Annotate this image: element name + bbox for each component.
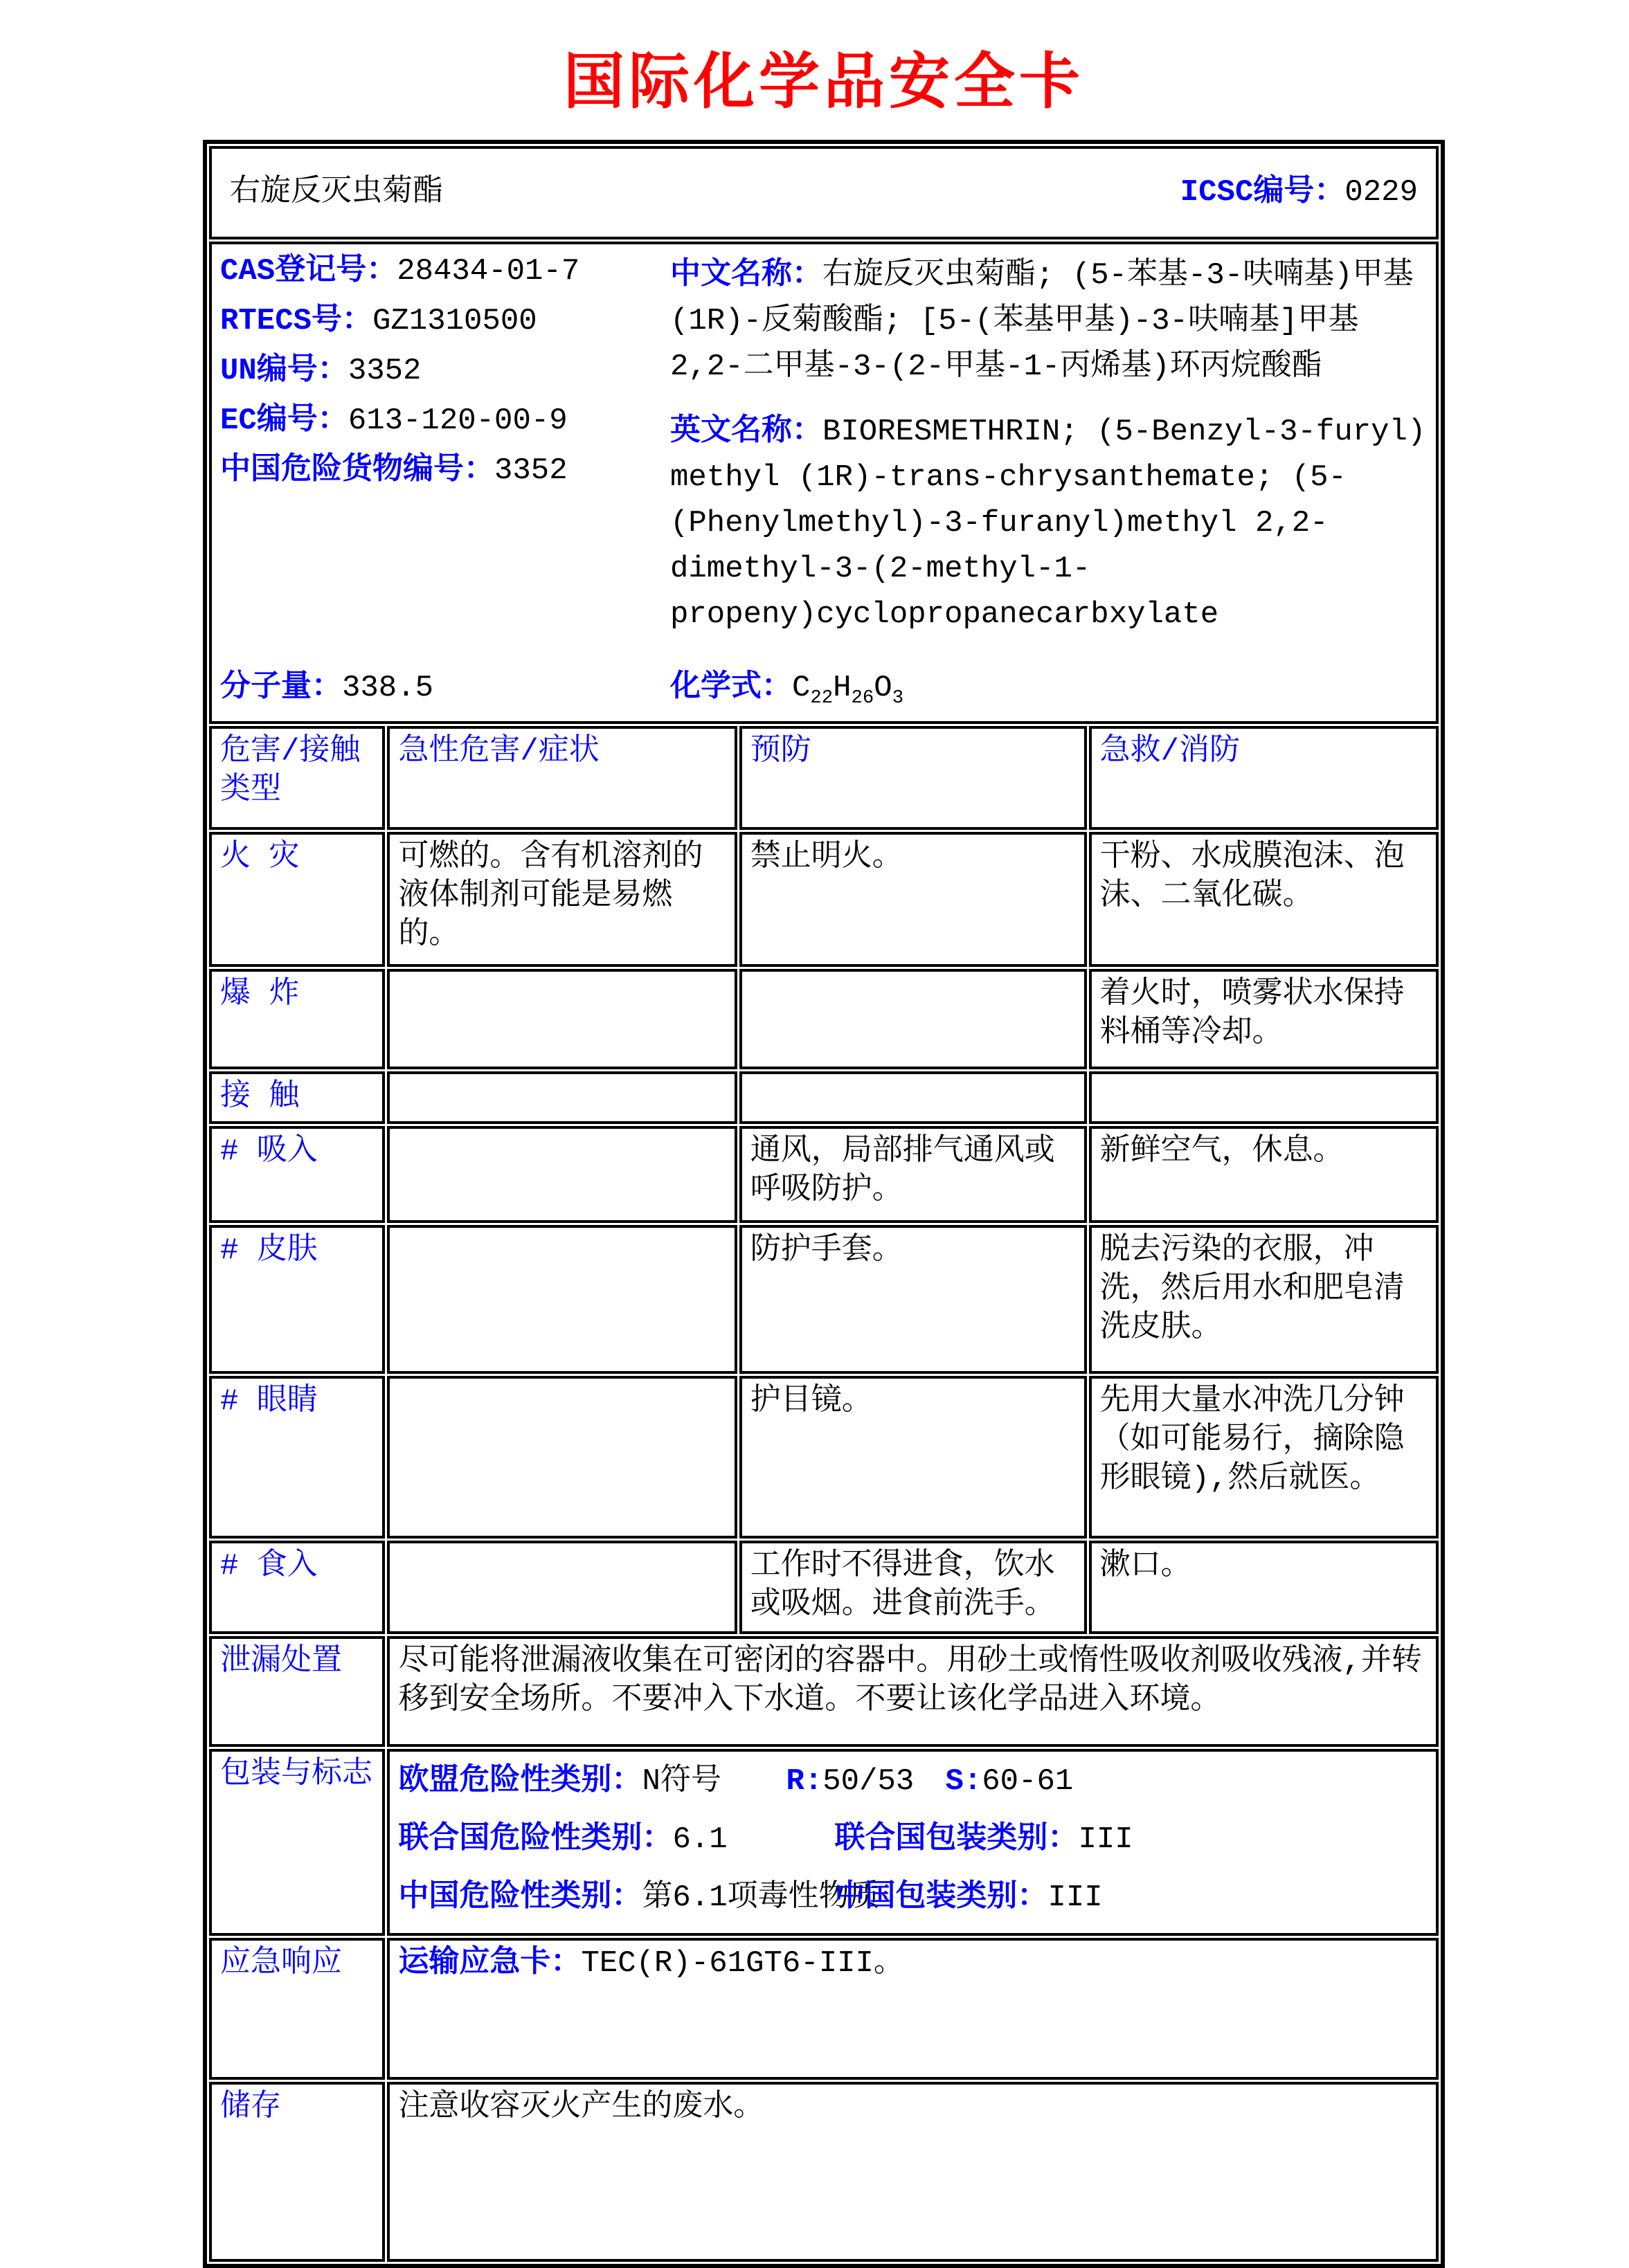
spill-disposal-label: 泄漏处置 <box>209 1636 385 1747</box>
header-prevention: 预防 <box>739 726 1087 830</box>
eu-hazard-class-value: N符号 <box>642 1764 721 1799</box>
icsc-number-label: ICSC编号： <box>1180 174 1345 210</box>
hazard-row-ingestion <box>209 1541 1439 1634</box>
un-hazard-class <box>398 1821 834 1860</box>
china-hazard-class-value: 第6.1项毒性物质 <box>642 1880 880 1916</box>
skin-type-label: # 皮肤 <box>209 1225 385 1374</box>
chemical-formula-value: $C_{22}H_{26}O_3$ <box>792 671 904 709</box>
icsc-number-value: 0229 <box>1344 174 1418 210</box>
skin-symptom-cell <box>387 1225 737 1374</box>
un-packing-group-value: III <box>1078 1822 1133 1858</box>
ec-number <box>220 402 670 441</box>
chinese-name <box>670 253 1428 390</box>
emergency-response-label: 应急响应 <box>209 1938 385 2080</box>
hazard-row-eyes <box>209 1376 1439 1539</box>
s-phrases-value: 60-61 <box>982 1764 1074 1799</box>
inhalation-type-label: # 吸入 <box>209 1126 385 1223</box>
header-hazard-type: 危害/接触 类型 <box>209 726 385 830</box>
transport-emergency-card-value: TEC(R)-61GT6-III。 <box>581 1946 904 1981</box>
emergency-response-content <box>387 1938 1439 2080</box>
molecular-weight <box>220 669 670 710</box>
storage-text: 注意收容灭火产生的废水。 <box>387 2082 1439 2262</box>
cn-dg-label: 中国危险货物编号： <box>220 453 494 488</box>
name-row <box>209 146 1439 239</box>
ec-label: EC编号： <box>220 403 348 438</box>
substance-name: 右旋反灭虫菊酯 <box>230 174 443 210</box>
spill-disposal-row <box>209 1636 1439 1747</box>
icsc-card-table <box>203 140 1445 2268</box>
chemical-formula-label: 化学式： <box>670 671 792 705</box>
storage-row <box>209 2082 1439 2262</box>
contact-symptom-cell <box>387 1071 737 1124</box>
hazard-row-contact <box>209 1071 1439 1124</box>
header-acute-symptoms: 急性危害/症状 <box>387 726 737 830</box>
icsc-number <box>1180 174 1418 212</box>
eu-hazard-class-line <box>398 1763 1428 1802</box>
spill-disposal-text: 尽可能将泄漏液收集在可密闭的容器中。用砂土或惰性吸收剂吸收残液,并转移到安全场所。不要冲入下水道。不要让该化学品进入环境。 <box>387 1636 1439 1747</box>
ec-value: 613-120-00-9 <box>348 403 568 438</box>
packaging-labelling-row <box>209 1749 1439 1936</box>
inhalation-prevention-cell: 通风，局部排气通风或呼吸防护。 <box>739 1126 1087 1223</box>
explosion-aid-cell: 着火时，喷雾状水保持料桶等冷却。 <box>1089 969 1439 1069</box>
inhalation-symptom-cell <box>387 1126 737 1223</box>
page-title: 国际化学品安全卡 <box>563 49 1084 116</box>
hazard-row-explosion <box>209 969 1439 1069</box>
cas-label: CAS登记号： <box>220 254 397 289</box>
ingestion-prevention-cell: 工作时不得进食，饮水或吸烟。进食前洗手。 <box>739 1541 1087 1634</box>
un-packing-group-label: 联合国包装类别： <box>834 1822 1079 1858</box>
hazard-row-fire <box>209 832 1439 967</box>
packaging-labelling-label: 包装与标志 <box>209 1749 385 1936</box>
header-first-aid-fire: 急救/消防 <box>1089 726 1439 830</box>
hazard-table-header-row <box>209 726 1439 830</box>
explosion-prevention-cell <box>739 969 1087 1069</box>
hazard-row-inhalation <box>209 1126 1439 1223</box>
explosion-symptom-cell <box>387 969 737 1069</box>
fire-aid-cell: 干粉、水成膜泡沫、泡沫、二氧化碳。 <box>1089 832 1439 967</box>
english-name-label: 英文名称： <box>670 415 822 449</box>
china-hazard-class-label: 中国危险性类别： <box>398 1880 642 1916</box>
eyes-aid-cell: 先用大量水冲洗几分钟（如可能易行，摘除隐形眼镜),然后就医。 <box>1089 1376 1439 1539</box>
chemical-names <box>670 248 1428 637</box>
inhalation-aid-cell: 新鲜空气，休息。 <box>1089 1126 1439 1223</box>
r-phrases-label: R: <box>786 1764 823 1799</box>
china-packing-group <box>834 1879 1102 1918</box>
rtecs-number <box>220 302 670 341</box>
eu-hazard-class <box>398 1763 786 1802</box>
skin-prevention-cell: 防护手套。 <box>739 1225 1087 1374</box>
packaging-labelling-content <box>387 1749 1439 1936</box>
ingestion-type-label: # 食入 <box>209 1541 385 1634</box>
fire-type-label: 火 灾 <box>209 832 385 967</box>
eu-hazard-class-label: 欧盟危险性类别： <box>398 1764 642 1799</box>
english-name-value: BIORESMETHRIN; (5-Benzyl-3-furyl) methyl (1R)-trans-chrysanthemate; (5-(Phenylmethyl)-3-furanyl)methyl 2,2-dimethyl-3-(2-methyl-1-propeny)cyclopropanecarbxylate <box>670 415 1426 632</box>
ingestion-aid-cell: 漱口。 <box>1089 1541 1439 1634</box>
china-class-line <box>398 1879 1428 1918</box>
english-name <box>670 409 1428 637</box>
chemical-formula <box>670 669 903 710</box>
un-label: UN编号： <box>220 353 348 388</box>
fire-prevention-cell: 禁止明火。 <box>739 832 1087 967</box>
registry-codes <box>220 248 670 490</box>
s-phrases <box>945 1763 1073 1802</box>
hazard-row-skin <box>209 1225 1439 1374</box>
un-hazard-class-label: 联合国危险性类别： <box>398 1822 673 1858</box>
eyes-prevention-cell: 护目镜。 <box>739 1376 1087 1539</box>
china-dangerous-goods-number <box>220 452 670 491</box>
identification-cell <box>209 242 1439 724</box>
china-packing-group-label: 中国包装类别： <box>834 1880 1048 1916</box>
fire-symptom-cell: 可燃的。含有机溶剂的液体制剂可能是易燃的。 <box>387 832 737 967</box>
china-hazard-class <box>398 1879 880 1918</box>
emergency-response-row <box>209 1938 1439 2080</box>
un-value: 3352 <box>348 353 422 388</box>
transport-emergency-card-label: 运输应急卡： <box>398 1946 582 1981</box>
s-phrases-label: S: <box>945 1764 982 1799</box>
explosion-type-label: 爆 炸 <box>209 969 385 1069</box>
contact-type-label: 接 触 <box>209 1071 385 1124</box>
china-packing-group-value: III <box>1047 1880 1103 1916</box>
un-number <box>220 352 670 391</box>
skin-aid-cell: 脱去污染的衣服，冲洗，然后用水和肥皂清洗皮肤。 <box>1089 1225 1439 1374</box>
ingestion-symptom-cell <box>387 1541 737 1634</box>
un-hazard-class-value: 6.1 <box>672 1822 728 1858</box>
eyes-symptom-cell <box>387 1376 737 1539</box>
cas-value: 28434-01-7 <box>397 254 580 289</box>
molecular-weight-label: 分子量： <box>220 671 342 705</box>
contact-prevention-cell <box>739 1071 1087 1124</box>
storage-label: 储存 <box>209 2082 385 2262</box>
chinese-name-value: 右旋反灭虫菊酯; (5-苯基-3-呋喃基)甲基(1R)-反菊酸酯; [5-(苯基甲基)-3-呋喃基]甲基2,2-二甲基-3-(2-甲基-1-丙烯基)环丙烷酸酯 <box>670 258 1414 384</box>
name-cell <box>209 146 1439 239</box>
chinese-name-label: 中文名称： <box>670 258 822 293</box>
contact-aid-cell <box>1089 1071 1439 1124</box>
rtecs-value: GZ1310500 <box>372 303 537 338</box>
identification-row <box>209 242 1439 724</box>
cn-dg-value: 3352 <box>494 453 568 488</box>
eyes-type-label: # 眼睛 <box>209 1376 385 1539</box>
cas-number <box>220 253 670 291</box>
r-phrases-value: 50/53 <box>822 1764 915 1799</box>
rtecs-label: RTECS号： <box>220 303 373 338</box>
r-phrases <box>786 1763 945 1802</box>
un-packing-group <box>834 1821 1133 1860</box>
un-class-line <box>398 1821 1428 1860</box>
molecular-weight-value: 338.5 <box>342 671 434 705</box>
